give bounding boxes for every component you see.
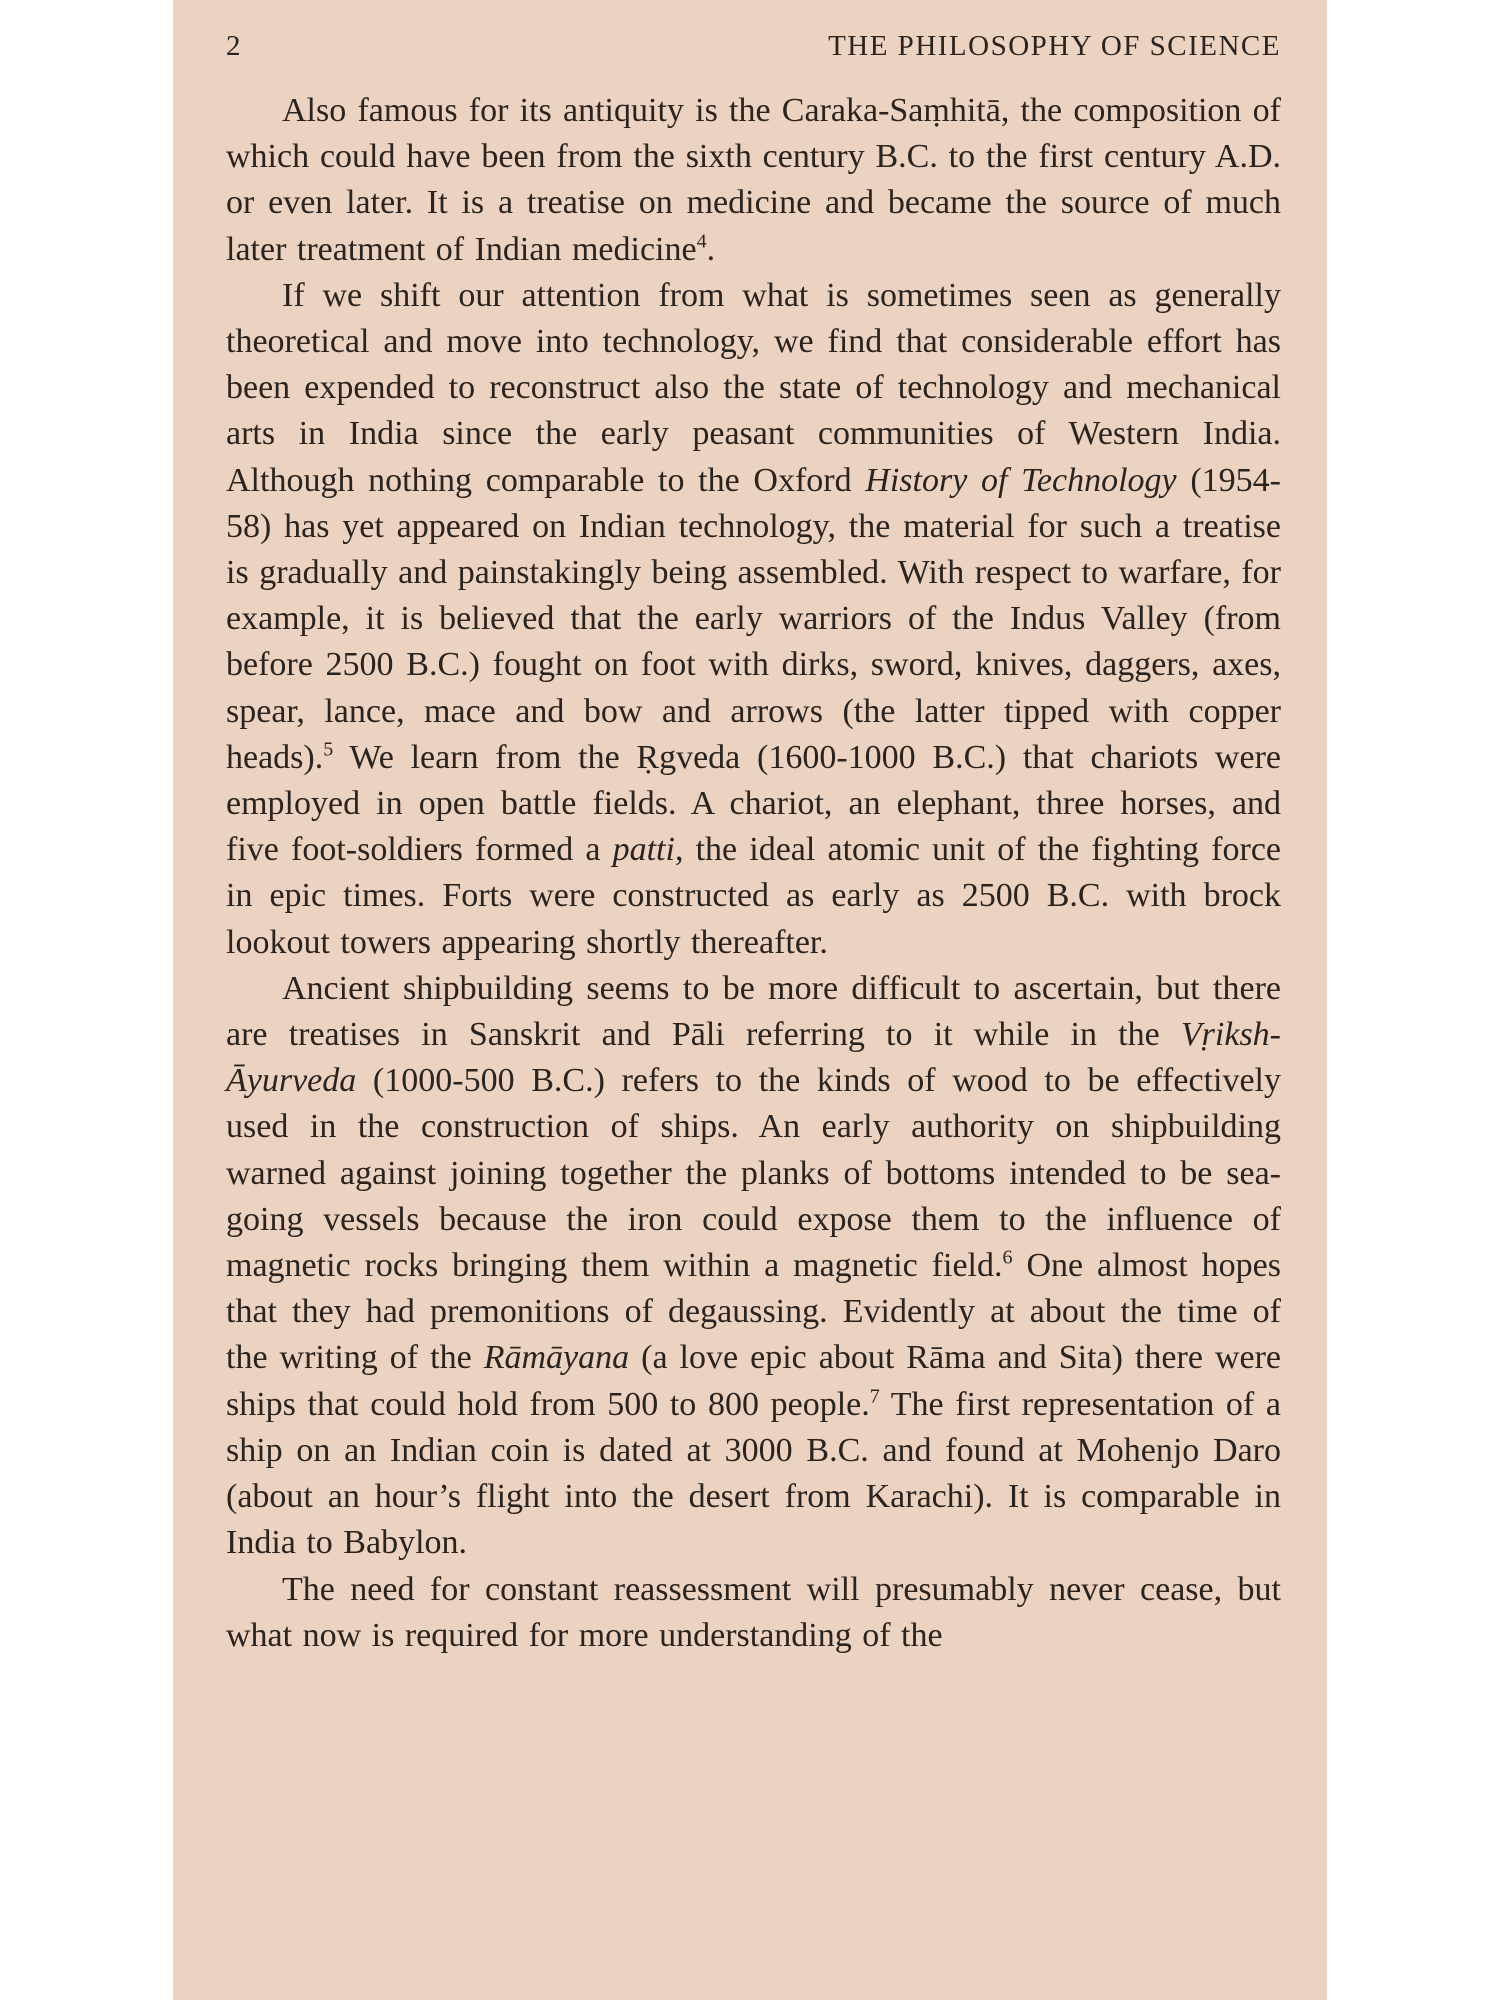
paragraph bbox=[226, 966, 1281, 1567]
body-text bbox=[226, 88, 1281, 1659]
book-page bbox=[173, 0, 1327, 2000]
italic-term: patti bbox=[612, 831, 675, 869]
text-run: We learn from the Ṛgveda (1600-1000 B.C.) that chariots were employed in open battle fields. A chariot, an elephant, three horses, and five foot-soldiers formed a bbox=[226, 738, 1281, 869]
text-run: The need for constant reassessment will presumably never cease, but what now is required for more understanding of the bbox=[226, 1570, 1281, 1654]
text-run: One almost hopes that they had premonitions of degaussing. Evidently at about the time of the writing of the bbox=[226, 1247, 1281, 1377]
page-number: 2 bbox=[226, 30, 242, 62]
text-run: (1954-58) has yet appeared on Indian technology, the material for such a treatise is gradually and painstakingly being assembled. With respect to warfare, for example, it is believed that the early warriors of the Indus Valley (from before 2500 B.C.) fought on foot with dirks, sword, knives, daggers, axes, spear, lance, mace and bow and arrows (the latter tipped with copper heads). bbox=[226, 461, 1281, 776]
text-run: (a love epic about Rāma and Sita) there were ships that could hold from 500 to 800 people. bbox=[226, 1339, 1281, 1423]
text-run: The first representation of a ship on an Indian coin is dated at 3000 B.C. and found at Mohenjo Daro (about an hour’s flight into the desert from Karachi). It is comparable in India to Babylon. bbox=[226, 1385, 1281, 1562]
text-run: Ancient shipbuilding seems to be more difficult to ascertain, but there are treatises in Sanskrit and Pāli referring to it while in the bbox=[226, 969, 1281, 1054]
text-run: , the ideal atomic unit of the fighting force in epic times. Forts were constructed as early as 2500 B.C. with brock lookout towers appearing shortly thereafter. bbox=[226, 831, 1281, 961]
text-run: Also famous for its antiquity is the Caraka-Saṃhitā, the composition of which could have been from the sixth century B.C. to the first century A.D. or even later. It is a treatise on medicine and became the source of much later treatment of Indian medicine bbox=[226, 92, 1281, 268]
text-run: . bbox=[706, 230, 716, 268]
footnote-ref: 6 bbox=[1002, 1246, 1013, 1269]
footnote-ref: 7 bbox=[869, 1385, 880, 1408]
paragraph bbox=[226, 88, 1281, 273]
footnote-ref: 5 bbox=[323, 738, 334, 761]
italic-title: History of Technology bbox=[865, 461, 1177, 499]
paragraph bbox=[226, 1567, 1281, 1659]
italic-title: Vṛiksh-Āyurveda bbox=[226, 1016, 1281, 1100]
paragraph bbox=[226, 273, 1281, 966]
footnote-ref: 4 bbox=[696, 230, 707, 253]
page-header bbox=[226, 30, 1281, 80]
text-run: If we shift our attention from what is sometimes seen as generally theoretical and move into technology, we find that considerable effort has been expended to reconstruct also the state of technology and mechanical arts in India since the early peasant communities of Western India. Although nothing comparable to the Oxford bbox=[226, 276, 1281, 499]
text-run: (1000-500 B.C.) refers to the kinds of wood to be effectively used in the construction of ships. An early authority on shipbuilding warned against joining together the planks of bottoms intended to be sea-going vessels because the iron could expose them to the influence of magnetic rocks bringing them within a magnetic field. bbox=[226, 1062, 1281, 1285]
italic-title: Rāmāyana bbox=[483, 1339, 630, 1377]
running-head: THE PHILOSOPHY OF SCIENCE bbox=[828, 30, 1281, 62]
